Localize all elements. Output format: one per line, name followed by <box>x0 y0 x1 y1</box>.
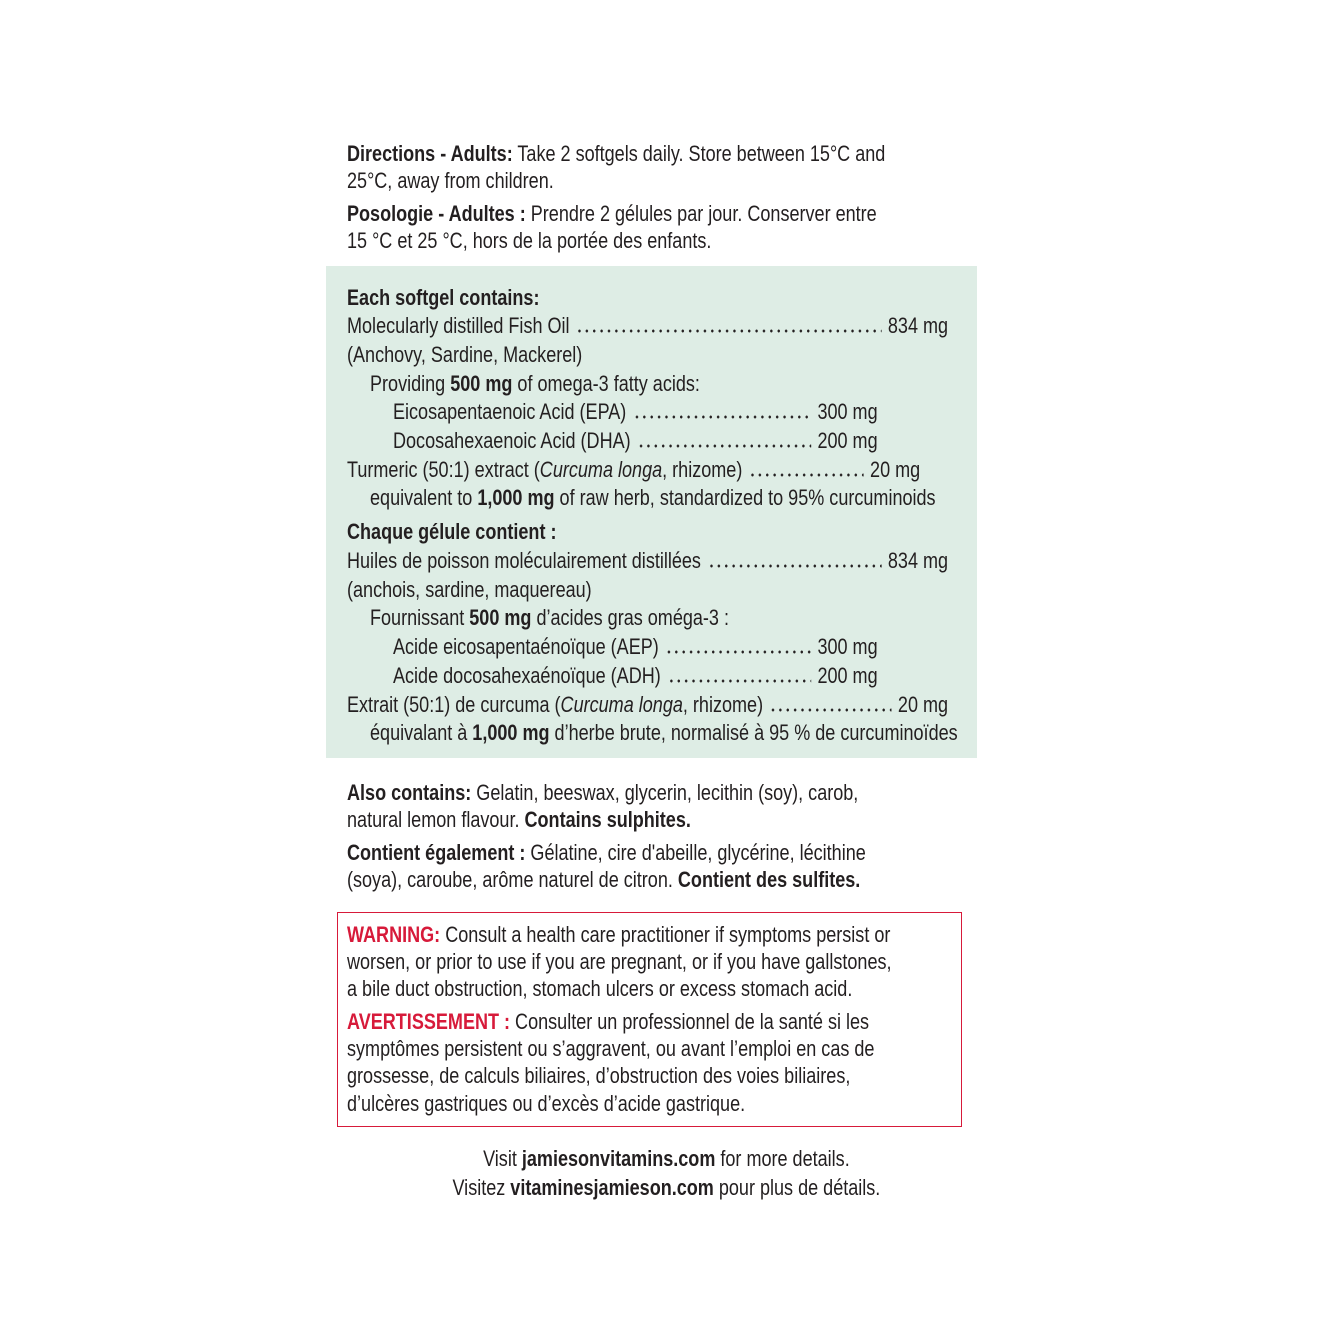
text: Extrait (50:1) de curcuma ( <box>347 692 561 717</box>
warning-en-line1 <box>347 921 890 949</box>
heading-text: Chaque gélule contient : <box>347 519 557 544</box>
website-link-fr[interactable]: vitaminesjamieson.com <box>510 1175 714 1200</box>
ingredient-name <box>347 691 763 719</box>
ingredient-name: Molecularly distilled Fish Oil <box>347 313 570 338</box>
text: , rhizome) <box>682 692 764 717</box>
text: for more details. <box>715 1146 850 1171</box>
ingredient-amount: 200 mg <box>817 663 878 688</box>
ingredient-amount: 300 mg <box>817 399 878 424</box>
text: Turmeric (50:1) extract ( <box>347 457 540 482</box>
ingredient-name: Docosahexaenoic Acid (DHA) <box>393 428 631 453</box>
footer-fr <box>120 1174 1213 1202</box>
ingredient-amount: 200 mg <box>817 428 878 453</box>
text: d’acides gras oméga-3 : <box>531 605 729 630</box>
text: Providing <box>370 371 451 396</box>
text: Visit <box>483 1146 522 1171</box>
dot-leader <box>633 415 811 419</box>
ingredient-amount: 300 mg <box>817 634 878 659</box>
text: Fournissant <box>370 605 470 630</box>
warning-label: AVERTISSEMENT : <box>347 1009 511 1034</box>
also-contains-fr-line1 <box>347 839 866 867</box>
text: of raw herb, standardized to 95% curcuminoids <box>554 485 936 510</box>
directions-fr-line1 <box>347 200 877 228</box>
text: Consulter un professionnel de la santé si les <box>510 1009 870 1034</box>
fish-sources-en: (Anchovy, Sardine, Mackerel) <box>347 342 583 367</box>
directions-fr-text: Prendre 2 gélules par jour. Conserver entre <box>525 201 877 226</box>
ingredient-name: Acide eicosapentaénoïque (AEP) <box>393 634 659 659</box>
text: Visitez <box>452 1175 511 1200</box>
providing-en <box>370 370 700 398</box>
text: of omega-3 fatty acids: <box>512 371 700 396</box>
ingredient-amount: 20 mg <box>897 692 949 717</box>
dot-leader <box>667 679 811 683</box>
text: pour plus de détails. <box>713 1175 881 1200</box>
text: (soya), caroube, arôme naturel de citron. <box>347 867 678 892</box>
dot-leader <box>770 708 892 712</box>
dot-leader <box>576 329 881 333</box>
text-bold: 500 mg <box>469 605 532 630</box>
turmeric-row-en <box>347 456 920 484</box>
equivalent-en <box>370 484 936 512</box>
directions-fr-line2: 15 °C et 25 °C, hors de la portée des enfants. <box>347 228 712 253</box>
dot-leader <box>637 444 811 448</box>
label: Also contains: <box>347 780 472 805</box>
warning-en-line3: a bile duct obstruction, stomach ulcers or excess stomach acid. <box>347 976 853 1001</box>
also-contains-fr-line2 <box>347 866 860 894</box>
also-contains-en-line2 <box>347 806 691 834</box>
text-italic: Curcuma longa <box>539 457 663 482</box>
heading-text: Each softgel contains: <box>347 285 540 310</box>
text-bold: 1,000 mg <box>477 485 555 510</box>
ingredient-name: Huiles de poisson moléculairement distillées <box>347 548 701 573</box>
ingredient-name: Acide docosahexaénoïque (ADH) <box>393 663 661 688</box>
text: Consult a health care practitioner if symptoms persist or <box>440 922 891 947</box>
also-contains-en-line1 <box>347 779 858 807</box>
warning-fr-line1 <box>347 1008 869 1036</box>
dot-leader <box>665 650 811 654</box>
directions-en-label: Directions - Adults: <box>347 141 513 166</box>
text-bold: Contient des sulfites. <box>677 867 861 892</box>
text: Gelatin, beeswax, glycerin, lecithin (soy), carob, <box>471 780 859 805</box>
directions-en-line1 <box>347 140 885 168</box>
text-bold: 1,000 mg <box>472 720 550 745</box>
website-link-en[interactable]: jamiesonvitamins.com <box>521 1146 716 1171</box>
text-italic: Curcuma longa <box>560 692 683 717</box>
ingredient-amount: 834 mg <box>887 548 949 573</box>
epa-row-en <box>393 398 878 426</box>
ingredient-name: Eicosapentaenoic Acid (EPA) <box>393 399 627 424</box>
providing-fr <box>370 604 729 632</box>
warning-fr-line3: grossesse, de calculs biliaires, d’obstruction des voies biliaires, <box>347 1063 851 1088</box>
warning-en-line2: worsen, or prior to use if you are pregnant, or if you have gallstones, <box>347 949 892 974</box>
equivalent-fr <box>370 719 958 747</box>
warning-label: WARNING: <box>347 922 441 947</box>
text: Gélatine, cire d'abeille, glycérine, lécithine <box>525 840 866 865</box>
footer-en <box>120 1145 1213 1173</box>
text-bold: 500 mg <box>450 371 513 396</box>
fish-sources-fr: (anchois, sardine, maquereau) <box>347 577 592 602</box>
fish-oil-row-en <box>347 312 948 340</box>
dot-leader <box>708 564 882 568</box>
directions-en-line2: 25°C, away from children. <box>347 168 554 193</box>
text: équivalant à <box>370 720 473 745</box>
dha-row-en <box>393 427 878 455</box>
text: , rhizome) <box>662 457 743 482</box>
directions-fr-label: Posologie - Adultes : <box>347 201 526 226</box>
ingredients-fr-heading <box>347 518 556 546</box>
fish-oil-row-fr <box>347 547 948 575</box>
ingredients-en-heading <box>347 284 539 312</box>
warning-fr-line2: symptômes persistent ou s’aggravent, ou avant l’emploi en cas de <box>347 1036 875 1061</box>
ingredient-amount: 20 mg <box>870 457 921 482</box>
warning-fr-line4: d’ulcères gastriques ou d’excès d’acide gastrique. <box>347 1091 746 1116</box>
epa-row-fr <box>393 633 878 661</box>
text: natural lemon flavour. <box>347 807 525 832</box>
dha-row-fr <box>393 662 878 690</box>
ingredient-amount: 834 mg <box>887 313 949 338</box>
text-bold: Contains sulphites. <box>524 807 691 832</box>
turmeric-row-fr <box>347 691 948 719</box>
ingredient-name <box>347 456 742 484</box>
text: equivalent to <box>370 485 478 510</box>
label: Contient également : <box>347 840 526 865</box>
dot-leader <box>749 473 864 477</box>
text: d’herbe brute, normalisé à 95 % de curcuminoïdes <box>549 720 958 745</box>
directions-en-text: Take 2 softgels daily. Store between 15°C and <box>512 141 886 166</box>
